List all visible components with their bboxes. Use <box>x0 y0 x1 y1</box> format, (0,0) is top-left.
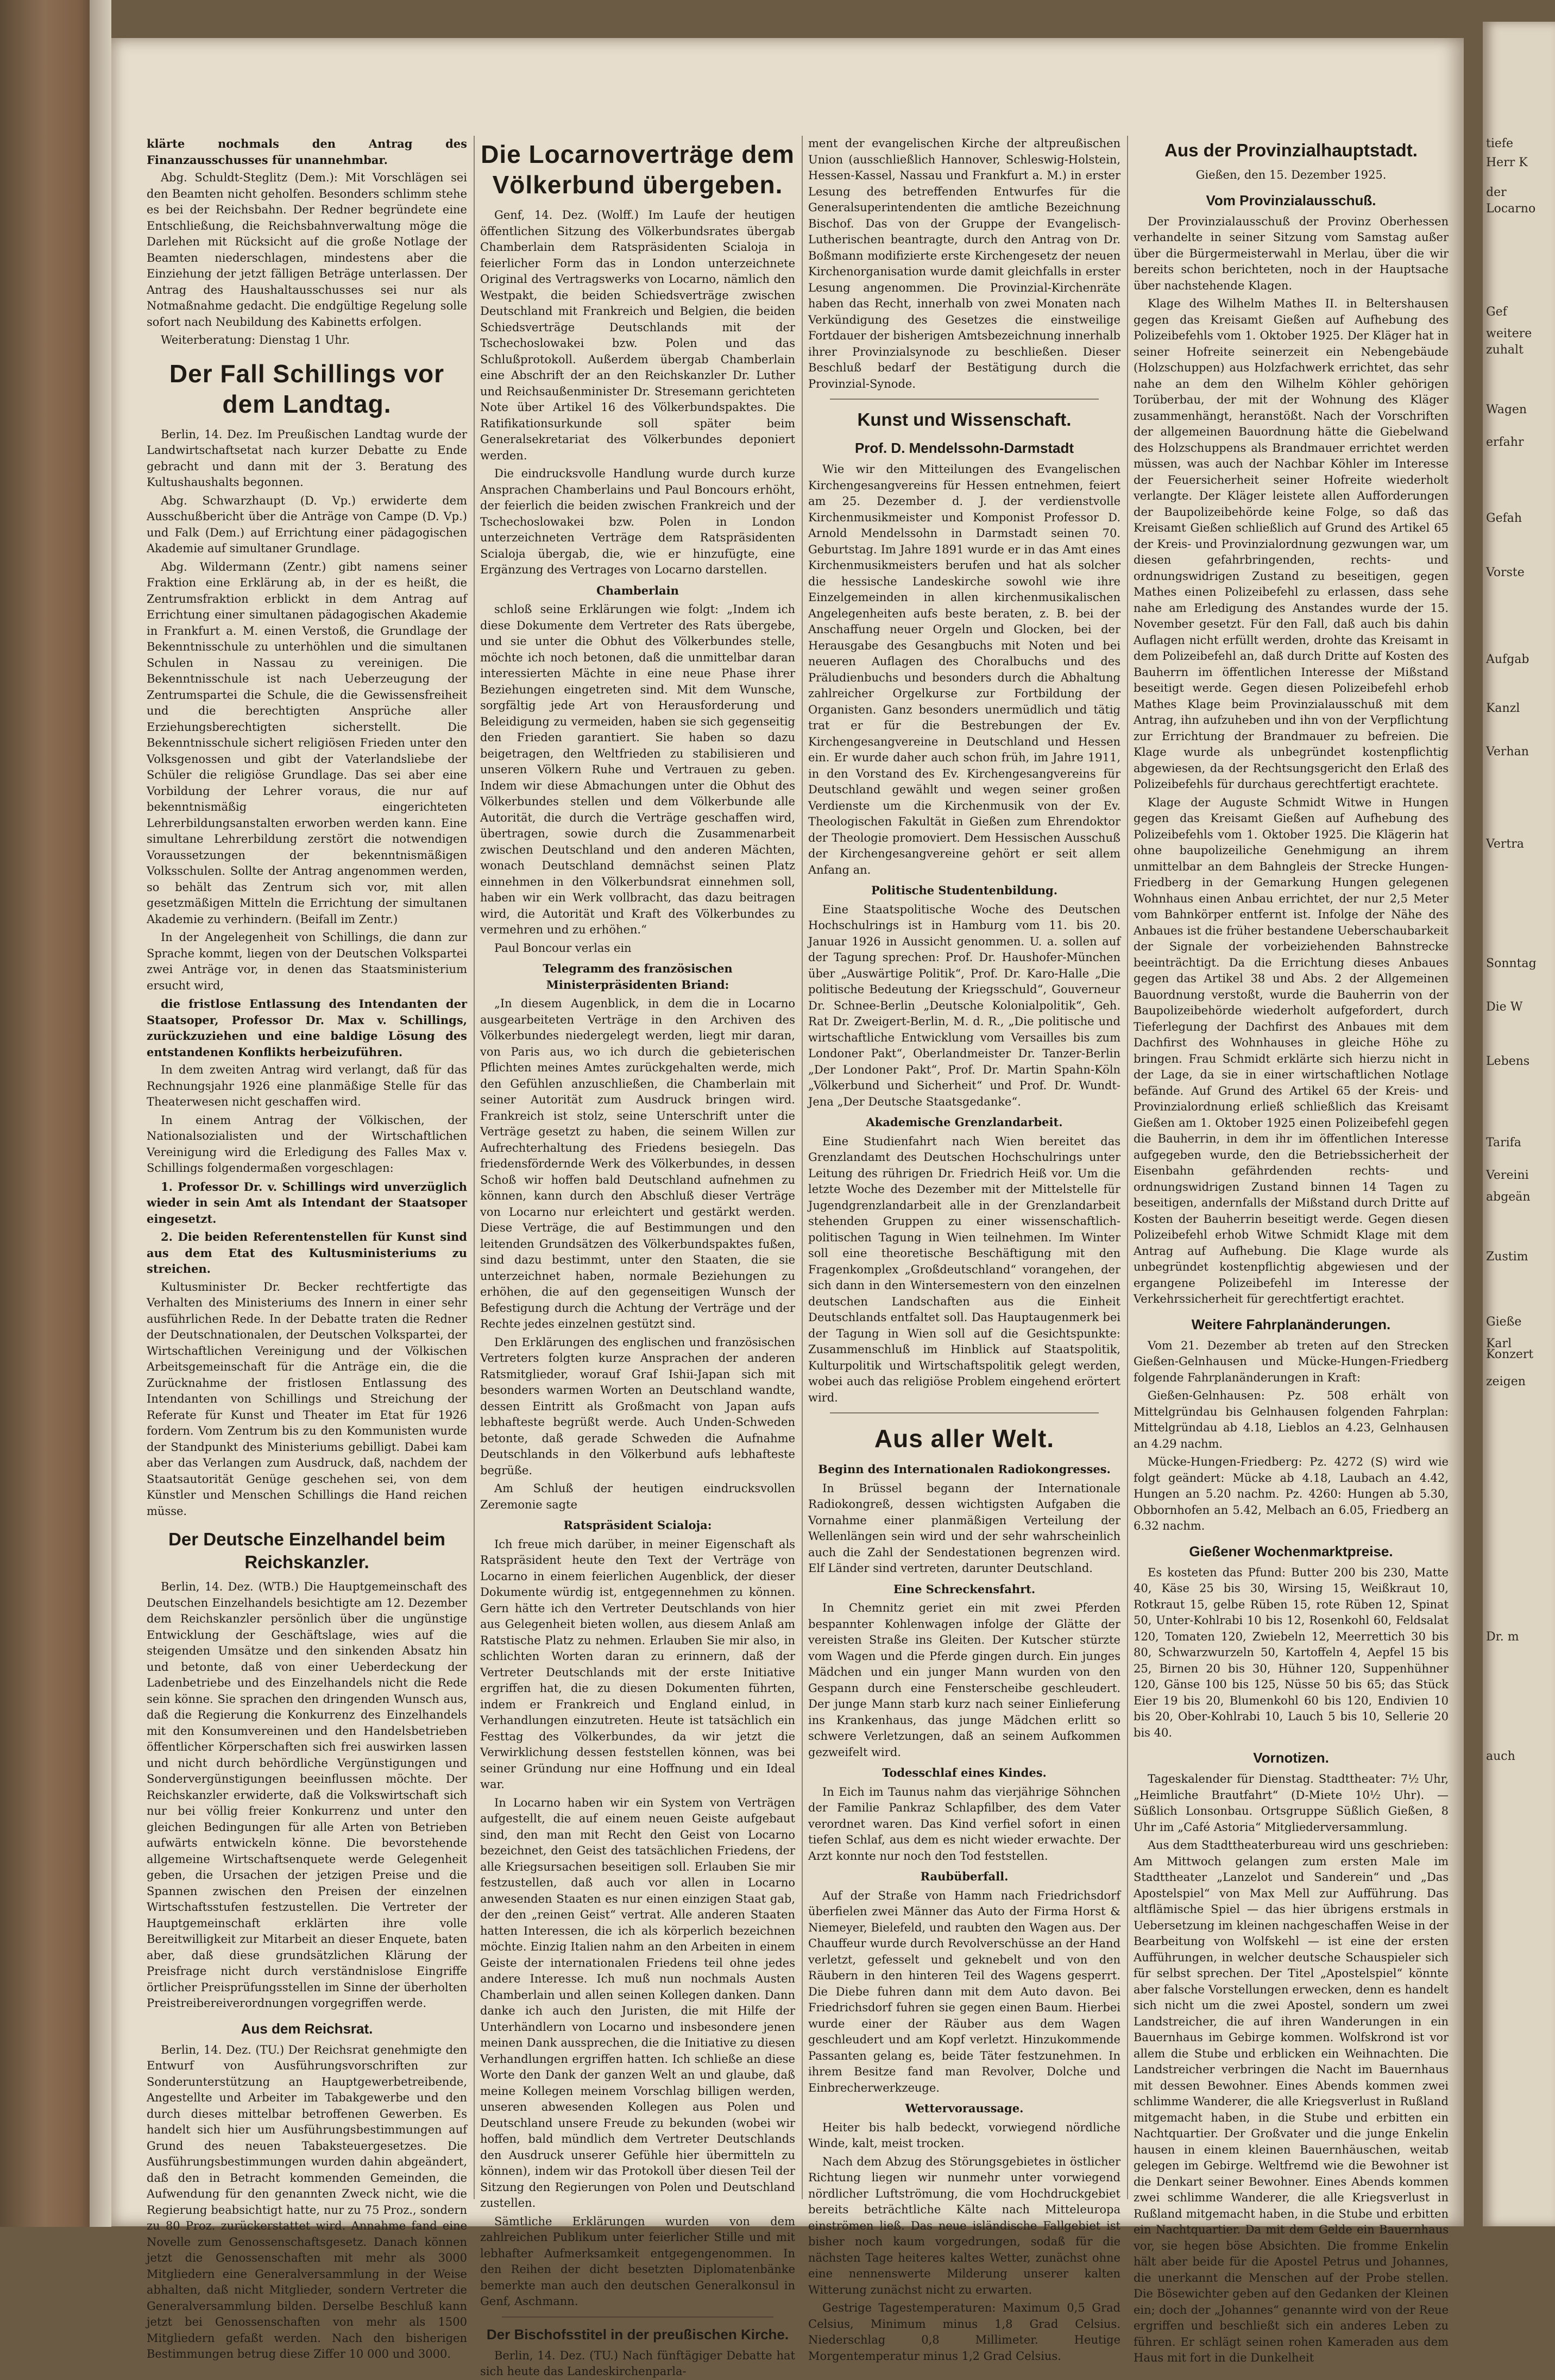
divider <box>830 1412 1099 1413</box>
subheading: Chamberlain <box>596 583 679 597</box>
article-text: 1. Professor Dr. v. Schillings wird unverzüglich wieder in sein Amt als Intendant der Staatsoper eingesetzt. <box>147 1179 467 1226</box>
article-text: In Eich im Taunus nahm das vierjährige Söhnchen der Familie Pankraz Schlapfilber, des dem Vater verordnet waren. Das Kind verfiel sofort in einen tiefen Schlaf, aus dem es nicht wieder erwachte. Der Arzt konnte nur noch den Tod feststellen. <box>808 1785 1120 1863</box>
adjacent-page-fragment: Die W <box>1486 1000 1523 1014</box>
adjacent-page-fragment: Gefah <box>1486 512 1522 525</box>
column-rule <box>802 136 803 2199</box>
article-text: ment der evangelischen Kirche der altpreußischen Union (ausschließlich Hannover, Schleswig-Holstein, Hessen-Kassel, Nassau und Frankfurt a. M.) in erster Lesung des betreffenden Entwurfes für die Generalsuperintendenten die amtliche Bezeichnung Bischof. Das von der Gruppe der Evangelisch-Lutherischen beantragte, durch den Antrag von Dr. Boßmann modifizierte erste Kirchengesetz der neuen Kirchenorganisation wurde damit gleichfalls in erster Lesung angenommen. Die Provinzial-Kirchenräte haben das Recht, innerhalb von zwei Monaten nach Verkündigung des Gesetzes die einstweilige Fortdauer der bisherigen Amtsbezeichnung innerhalb ihrer Provinzialsynode zu beschließen. Dieser Beschluß bedarf der Bestätigung durch die Provinzial-Synode. <box>808 137 1120 390</box>
subheading: Eine Schreckensfahrt. <box>893 1582 1036 1596</box>
column-4 <box>1134 136 1449 2364</box>
headline-reichsrat: Aus dem Reichsrat. <box>241 2020 373 2037</box>
column-2 <box>480 136 795 2378</box>
article-text: Die eindrucksvolle Handlung wurde durch kurze Ansprachen Chamberlains und Paul Boncours erhöht, der feierlich die beiden zwischen Frankreich und der Tschechoslowakei bzw. Polen in London unterzeichneten Verträge dem Ratspräsidenten Scialoja übergab, die, wie er hinzufügte, eine Ergänzung des Vertrages von Locarno darstellen. <box>480 467 795 576</box>
subheading: Politische Studentenbildung. <box>871 883 1058 897</box>
article-text: Berlin, 14. Dez. (WTB.) Die Hauptgemeinschaft des Deutschen Einzelhandels besichtigte am 12. Dezember dem Reichskanzler persönlich über die ungünstige Entwicklung der Geschäftslage, wies auf die steigenden Umsätze und den sinkenden Absatz hin und betonte, daß von einer Ueberdeckung der Ladenbetriebe und des Einzelhandels nicht die Rede sein könne. Sie sprachen den dringenden Wunsch aus, daß die Regierung die Konkurrenz des Einzelhandels mit den Konsumvereinen und den Handelsbetrieben öffentlicher Körperschaften sich frei auswirken lassen und nicht durch behördliche Vergünstigungen und Sondervergünstigungen beeinflussen möchte. Der Reichskanzler erwiderte, daß die Volkswirtschaft sich nur bei völlig freier Konkurrenz und unter den gleichen Bedingungen für alle Arten von Betrieben aufwärts entwickeln könne. Die bevorstehende allgemeine Wirtschaftsenquete werde Gelegenheit geben, die Ursachen der jetzigen Preise und die Spannen zwischen den Preisen der einzelnen Wirtschaftsstufen festzustellen. Die Vertreter der Hauptgemeinschaft erklärten ihre volle Bereitwilligkeit zur Mitarbeit an dieser Enquete, baten aber, daß diese grundsätzlichen Klärung der Preisfrage nicht durch verständnislose Eingriffe örtlicher Preisprüfungsstellen im Sinne der überholten Preistreibereiverordnungen vorgegriffen werde. <box>147 1580 467 2010</box>
article-text: Abg. Schuldt-Steglitz (Dem.): Mit Vorschlägen sei den Beamten nicht geholfen. Besonders schlimm stehe es bei der Reichsbahn. Der Redner begründete eine Entschließung, die Reichsbahnverwaltung möge die Darlehen mit Rücksicht auf die große Notlage der Beamten niederschlagen, mindestens aber die Einziehung der jetzt fälligen Beträge unterlassen. Der Antrag des Haushaltausschusses sei nur als Notmaßnahme gedacht. Die endgültige Regelung solle sofort nach Neubildung des Kabinetts erfolgen. <box>147 171 467 329</box>
adjacent-page-fragment: Kanzl <box>1486 702 1520 715</box>
article-text: Eine Staatspolitische Woche des Deutschen Hochschulrings ist in Hamburg vom 11. bis 20. Januar 1926 in Aussicht genommen. U. a. sollen auf der Tagung sprechen: Prof. Dr. Haushofer-München über „Auswärtige Politik“, Prof. Dr. Karo-Halle „Die politische Bedeutung der Kriegsschuld“, Gouverneur Dr. Schnee-Berlin „Deutsche Kolonialpolitik“, Geh. Rat Dr. Zweigert-Berlin, M. d. R., „Die politische und wirtschaftliche Entwicklung vom Versailles bis zum Londoner Pakt“, Oberlandmeister Dr. Tanzer-Berlin „Der Londoner Pakt“, Prof. Dr. Martin Spahn-Köln „Völkerbund und Sicherheit“ und Prof. Dr. Wundt-Jena „Der Deutsche Staatsgedanke“. <box>808 902 1120 1108</box>
headline-mendelssohn: Prof. D. Mendelssohn-Darmstadt <box>854 440 1074 456</box>
article-text: In einem Antrag der Völkischen, der Nationalsozialisten und der Wirtschaftlichen Vereinigung wird die Erledigung des Falles Max v. Schillings folgendermaßen vorgeschlagen: <box>147 1113 467 1175</box>
adjacent-page-fragment: Vertra <box>1486 837 1524 851</box>
headline-wochenmarkt: Gießener Wochenmarktpreise. <box>1189 1543 1393 1560</box>
article-text: In Locarno haben wir ein System von Verträgen aufgestellt, die auf einem neuen Geiste aufgebaut sind, den man mit Recht den Geist von Locarno bezeichnet, den Geist des tatsächlichen Friedens, der alle Kriegsursachen beseitigen soll. Erlauben Sie mir festzustellen, daß auch vor allen in Locarno anwesenden Staaten es nur einen einzigen Staat gab, der den „reinen Geist“ vertrat. Alle anderen Staaten hatten Interessen, die ich als körperlich bezeichnen möchte. Einzig Italien nahm an den Arbeiten in einem Geiste der internationalen Friedens teil ohne jedes andere Interesse. Ich muß nun nochmals Austen Chamberlain und allen seinen Kollegen danken. Dann danke ich auch den Juristen, die mit Hilfe der Unterhändlern von Locarno und insbesondere jenen meinen Dank aussprechen, die die Initiative zu diesen Verhandlungen ergriffen hatten. Ich schließe an diese Worte den Dank der ganzen Welt an und glaube, daß meine Kollegen meinem Vorschlag billigen werden, unseren abwesenden Kollegen aus Polen und Deutschland unsere Freude zu bekunden (wobei wir hoffen, bald mündlich dem Vertreter Deutschlands den Ausdruck unserer Gefühle hier übermitteln zu können), indem wir das Protokoll über diesen Teil der Sitzung den Regierungen von Polen und Deutschland zustellen. <box>480 1796 795 2209</box>
adjacent-page-fragment: Herr K <box>1486 156 1528 169</box>
headline-kunst: Kunst und Wissenschaft. <box>857 409 1072 430</box>
subheading: Akademische Grenzlandarbeit. <box>866 1115 1063 1129</box>
headline-locarno: Die Locarnoverträge dem Völkerbund übergeben. <box>481 140 795 199</box>
headline-aus-aller-welt: Aus aller Welt. <box>874 1424 1055 1453</box>
article-text: In der Angelegenheit von Schillings, die dann zur Sprache kommt, liegen von der Deutschen Volkspartei zwei Anträge vor, in denen das Staatsministerium ersucht wird, <box>147 931 467 992</box>
adjacent-page-fragment: Aufgab <box>1486 653 1529 666</box>
adjacent-page-fragment: Karl <box>1486 1337 1512 1350</box>
adjacent-page-fragment: Vorste <box>1486 566 1525 579</box>
article-text: Kultusminister Dr. Becker rechtfertigte das Verhalten des Ministeriums des Innern in einer sehr ausführlichen Rede. In der Debatte traten die Redner der Deutschnationalen, der Deutschen Volkspartei, der Wirtschaftlichen Vereinigung und der Völkischen Arbeitsgemeinschaft für die Anträge ein, die die Zurücknahme der fristlosen Entlassung des Intendanten von Schillings und Streichung der Referate für Kunst und Theater im Etat für 1926 fordern. Vom Zentrum bis zu den Kommunisten wurde der Standpunkt des Ministeriums gebilligt. Dabei kam aber das Verlangen zum Ausdruck, daß, nachdem der Staatsautorität Genüge geschehen sei, von dem Künstler und Menschen Schillings die Hand reichen müsse. <box>147 1280 467 1518</box>
adjacent-page-fragment: Dr. m <box>1486 1630 1519 1644</box>
adjacent-page-fragment: zeigen <box>1486 1375 1526 1388</box>
adjacent-page-fragment: tiefe <box>1486 137 1514 150</box>
adjacent-page-fragment: weitere <box>1486 327 1532 340</box>
subheading: Telegramm des französischen Ministerpräsidenten Briand: <box>543 962 733 992</box>
adjacent-page-fragment: Konzert <box>1486 1348 1534 1361</box>
column-1 <box>147 136 467 2360</box>
adjacent-page-fragment: Tarifa <box>1486 1136 1521 1150</box>
article-text: Auf der Straße von Hamm nach Friedrichsdorf überfielen zwei Männer das Auto der Firma Horst & Niemeyer, Bielefeld, und raubten den Wagen aus. Der Chauffeur wurde durch Revolverschüsse an der Hand verletzt, gefesselt und geknebelt und von den Räubern in den hinteren Teil des Wagens gesperrt. Die Diebe fuhren dann mit dem Auto davon. Bei Friedrichsdorf fuhren sie gegen einen Baum. Hierbei wurde einer der Räuber aus dem Wagen geschleudert und am Kopf verletzt. Hinzukommende Passanten gelang es, beide Täter festzunehmen. In ihrem Besitze fand man Revolver, Dolche und Einbrecherwerkzeuge. <box>808 1889 1120 2094</box>
adjacent-page-fragment: erfahr <box>1486 435 1524 449</box>
article-text: Tageskalender für Dienstag. Stadttheater: 7½ Uhr, „Heimliche Brautfahrt“ (D-Miete 10½ Uhr). — Süßlich Lonsonbau. Ortsgruppe Süßlich Gießen, 8 Uhr im „Café Astoria“ Mitgliederversammlung. <box>1134 1772 1449 1834</box>
article-text: Klage des Wilhelm Mathes II. in Beltershausen gegen das Kreisamt Gießen auf Aufhebung des Polizeibefehls vom 1. Oktober 1925. Der Kläger hat in seiner Hofreite seinerzeit ein Nebengebäude (Holzschuppen) aus Holzfachwerk errichtet, das sehr nahe an dem den Wilhelm Köhler gehörigen Torüberbau, der mit der Wohnung des Kläger zusammenhängt, heranstößt. Nach der Vorschriften der allgemeinen Bauordnung hätte die Giebelwand des Holzschuppens als Brandmauer errichtet werden müssen, was auch der Nachbar Köhler im Interesse der Feuersicherheit seiner Hofreite wiederholt verlangte. Der Kläger leistete allen Aufforderungen der Baupolizeibehörde keine Folge, so daß das Kreisamt Gießen schließlich auf Grund des Artikel 65 der Kreis- und Provinzialordnung gezwungen war, um diesen gefahrbringenden, rechts- und ordnungswidrigen Zustand zu beseitigen, gegen Mathes einen Polizeibefehl zu erlassen, dass sehe nahe am Erledigung des Anstandes wurde der 15. November gesetzt. Für den Fall, daß auch bis dahin Auflagen nicht erfüllt werden, drohte das Kreisamt in dem Polizeibefehl an, daß durch Dritte auf Kosten des Bauherrn im öffentlichen Interesse der Mißstand beseitigt werde. Gegen diesen Polizeibefehl erhob Mathes Klage beim Provinzialausschuß mit dem Antrag, ihn aufzuheben und ihn von der Verpflichtung zur Errichtung der Brandmauer zu befreien. Die Klage wurde als unbegründet kostenpflichtig abgewiesen, da der Rechtsungsgericht den Erlaß des Polizeibefehls für durchaus gerechtfertigt erachtete. <box>1134 297 1449 791</box>
article-text: Weiterberatung: Dienstag 1 Uhr. <box>161 333 350 346</box>
article-text: Aus dem Stadttheaterbureau wird uns geschrieben: Am Mittwoch gelangen zum ersten Male im Stadttheater „Lanzelot und Sanderein“ und „Das Apostelspiel“ von Max Mell zur Aufführung. Das altflämische Spiel — das hier übrigens erstmals in Uebersetzung im kleinen nachgeschaffen Weise in der Bearbeitung von Wolfskehl — ist eine der ersten Aufführungen, in welcher deutsche Schauspieler sich für selbst sprechen. Der Titel „Apostelspiel“ könnte aber falsche Vorstellungen erwecken, denn es handelt sich nicht um die zwei Apostel, sondern um zwei Landstreicher, die auf ihren Wanderungen in ein Bauernhaus im Gebirge kommen. Wolfskrond ist vor allem die Stube und erblicken ein Weihnachten. Die Landstreicher verbringen die Nacht im Bauernhaus mit dessen Bewohner. Eines Abends kommen zwei schlimme Wanderer, die alle Kriegsverlust in Rußland mitgemacht haben, in die Stube und erbitten ein Nachtquartier. Der Großvater und die junge Enkelin hausen in einem kleinen Bauernhäuschen, weitab gelegen im Gebirge. Weltfremd wie die Bewohner ist die Denkart seiner Bewohner. Eines Abends kommen zwei schlimme Wanderer, die alle Kriegsverlust in Rußland mitgemacht haben, in die Stube und erbitten ein Nachtquartier. Da mit dem Gelde ein Bauernhaus vor, sie hegen böse Absichten. Die fromme Enkelin hält aber beide für die Apostel Petrus und Johannes, die unerkannt die Menschen auf der Probe stellen. Die Bösewichter geben auf den Gedanken der Kleinen ein; doch der „Johannes“ genannte wird von der Reue ergriffen und beschließt sich ein anderes Leben zu führen. Er schlägt seinen rohen Kameraden aus dem Haus mit fort in die Dunkelheit <box>1134 1839 1449 2364</box>
adjacent-page-fragment: auch <box>1486 1750 1515 1763</box>
adjacent-page-fragment: Verhan <box>1486 745 1529 759</box>
article-text: Paul Boncour verlas ein <box>494 941 632 955</box>
adjacent-page-fragment: Vereini <box>1486 1169 1529 1182</box>
article-text: die fristlose Entlassung des Intendanten der Staatsoper, Professor Dr. Max v. Schillings, zurückzuziehen und eine baldige Lösung des entstandenen Konflikts herbeizuführen. <box>147 997 467 1059</box>
article-text: Berlin, 14. Dez. (TU.) Nach fünftägiger Debatte hat sich heute das Landeskirchenparla- <box>480 2349 795 2378</box>
subheading: Wettervoraussage. <box>905 2101 1024 2115</box>
article-text: Sämtliche Erklärungen wurden von dem zahlreichen Publikum unter feierlicher Stille und mit lebhafter Aufmerksamkeit entgegengenommen. In den Reihen der dicht besetzten Diplomatenbänke bemerkte man auch den deutschen Generalkonsul in Genf, Aschmann. <box>480 2214 795 2308</box>
article-text: In Chemnitz geriet ein mit zwei Pferden bespannter Kohlenwagen infolge der Glätte der vereisten Straße ins Gleiten. Der Kutscher stürzte vom Wagen und die Pferde gingen durch. Ein junges Mädchen und ein junger Mann wurden von den Gespann durch eine Fensterscheibe geschleudert. Der junge Mann starb kurz nach seiner Einlieferung ins Krankenhaus, das junge Mädchen erlitt so schwere Verletzungen, daß an seinem Aufkommen gezweifelt wird. <box>808 1601 1120 1759</box>
article-text: Gestrige Tagestemperaturen: Maximum 0,5 Grad Celsius, Minimum minus 1,8 Grad Celsius. Niederschlag 0,8 Millimeter. Heutige Morgentemperatur minus 1,2 Grad Celsius. <box>808 2301 1120 2363</box>
adjacent-page <box>1483 22 1555 2226</box>
headline-provinzialausschuss: Vom Provinzialausschuß. <box>1206 192 1376 209</box>
adjacent-page-fragment: Wagen <box>1486 403 1527 416</box>
article-text: Am Schluß der heutigen eindrucksvollen Zeremonie sagte <box>480 1482 795 1511</box>
headline-bischof: Der Bischofsstitel in der preußischen Kirche. <box>486 2326 789 2343</box>
adjacent-page-fragment: Sonntag <box>1486 957 1537 970</box>
adjacent-page-fragment: Gef <box>1486 305 1507 319</box>
article-text: 2. Die beiden Referentenstellen für Kunst sind aus dem Etat des Kultusministeriums zu streichen. <box>147 1230 467 1276</box>
article-text: Berlin, 14. Dez. (TU.) Der Reichsrat genehmigte den Entwurf von Ausführungsvorschriften zur Sonderunterstützung an Hauptgewerbetreibende, Angestellte und Arbeiter im Tabakgewerbe und den durch dieses mittelbar betroffenen Gewerben. Es handelt sich hier um Ausführungsbestimmungen auf Grund des neuen Tabaksteuergesetzes. Die Ausführungsbestimmungen wurden dahin abgeändert, daß den in Betracht kommenden Gemeinden, die Aufwendung für den genannten Zweck nicht, wie die Regierung beabsichtigt hatte, nur zu 75 Proz., sondern zu 80 Proz. zurückerstattet wird. Annahme fand eine Novelle zum Genossenschaftsgesetz. Danach können jetzt die Genossenschaften mit mehr als 3000 Mitgliedern eine Generalversammlung in der Weise abhalten, daß nicht Mitglieder, sondern Vertreter die Generalversammlung bilden. Derselbe Beschluß kann jetzt bei Genossenschaften von mehr als 1500 Mitgliedern gefaßt werden. Nach den bisherigen Bestimmungen betrug diese Ziffer 10 000 und 3000. <box>147 2043 467 2360</box>
article-text: Den Erklärungen des englischen und französischen Vertreters folgten kurze Ansprachen der anderen Ratsmitglieder, worauf Graf Ishii-Japan sich mit besonders warmen Worten an Deutschland wandte, dessen Eintritt als Großmacht von Japan aufs lebhafteste begrüßt werde. Auch Unden-Schweden betonte, daß gerade Schweden die Aufnahme Deutschlands in den Völkerbund aufs lebhafteste begrüße. <box>480 1335 795 1477</box>
headline-fahrplan: Weitere Fahrplanänderungen. <box>1191 1316 1391 1333</box>
article-text: Abg. Schwarzhaupt (D. Vp.) erwiderte dem Ausschußbericht über die Anträge von Campe (D. Vp.) und Falk (Dem.) auf Errichtung einer pädagogischen Akademie auf simultaner Grundlage. <box>147 494 467 555</box>
adjacent-page-fragment: der <box>1486 186 1507 199</box>
adjacent-page-fragment: Locarno <box>1486 202 1536 216</box>
page-edge <box>90 0 111 2227</box>
column-rule <box>474 136 475 2199</box>
article-text: In dem zweiten Antrag wird verlangt, daß für das Rechnungsjahr 1926 eine planmäßige Stelle für das Theaterwesen nicht geschaffen wird. <box>147 1063 467 1108</box>
column-3 <box>808 136 1120 2363</box>
article-text: Wie wir den Mitteilungen des Evangelischen Kirchengesangvereins für Hessen entnehmen, feiert am 25. Dezember d. J. der verdienstvolle Kirchenmusikmeister und Komponist Professor D. Arnold Mendelssohn in Darmstadt seinen 70. Geburtstag. Im Jahre 1891 wurde er in das Amt eines Kirchenmusikmeisters berufen und hat als solcher die hessische Landeskirche sowohl wie ihre Einzelgemeinden in allen kirchenmusikalischen Angelegenheiten aufs beste beraten, z. B. bei der Anschaffung neuer Orgeln und Glocken, bei der Herausgabe des Gesangbuchs mit Noten und bei neueren Auflagen des Choralbuchs und des Präludienbuchs und besonders durch die Abhaltung zahlreicher Orgelkurse zur Fortbildung der Organisten. Ganz besonders unermüdlich und tätig trat er für die Bestrebungen der Ev. Kirchengesangvereine in Deutschland und Hessen ein. Er wurde daher auch schon früh, im Jahre 1911, in den Vorstand des Ev. Kirchengesangvereins für Deutschland gewählt und wegen seiner großen Verdienste um die Kirchenmusik von der Ev. Theologischen Fakultät in Gießen zum Ehrendoktor der Theologie promoviert. Dem Hessischen Ausschuß der Kirchengesangvereine gehört er seit allem Anfang an. <box>808 463 1120 876</box>
article-text: Heiter bis halb bedeckt, vorwiegend nördliche Winde, kalt, meist trocken. <box>808 2120 1120 2150</box>
divider <box>830 399 1099 400</box>
article-text: Genf, 14. Dez. (Wolff.) Im Laufe der heutigen öffentlichen Sitzung des Völkerbundsrates übergab Chamberlain dem Ratspräsidenten Scialoja in feierlicher Form das in London unterzeichnete Original des Vertragswerks von Locarno, nämlich den Westpakt, die beiden Schiedsverträge zwischen Deutschland mit Frankreich und Belgien, die beiden Schiedsverträge Deutschlands mit der Tschechoslowakei bzw. Polen und das Schlußprotokoll. Außerdem übergab Chamberlain eine Abschrift der an den Reichskanzler Dr. Luther und Reichsaußenminister Dr. Stresemann gerichteten Note über Artikel 16 des Völkerbundspaktes. Die Ratifikationsurkunde soll später beim Generalsekretariat des Völkerbundes deponiert werden. <box>480 209 795 462</box>
article-text: Vom 21. Dezember ab treten auf den Strecken Gießen-Gelnhausen und Mücke-Hungen-Friedberg folgende Fahrplanänderungen in Kraft: <box>1134 1339 1449 1384</box>
article-text: Klage der Auguste Schmidt Witwe in Hungen gegen das Kreisamt Gießen auf Aufhebung des Polizeibefehls vom 1. Oktober 1925. Die Klägerin hat ohne baupolizeiliche Genehmigung an ihrem unmittelbar an dem Bahngleis der Strecke Hungen-Friedberg in der Gemarkung Hungen gelegenen Wohnhaus einen Anbau errichtet, der nur 2,5 Meter vom Bahnkörper entfernt ist. Infolge der Nähe des Anbaues ist die früher bestandene Ueberschaubarkeit der Signale der vorbeiziehenden Bahnstrecke beeinträchtigt. Da die Errichtung dieses Anbaues gegen das Artikel 38 und Abs. 2 der Allgemeinen Bauordnung verstoßt, wurde die Bauherrin von der Baupolizeibehörde wiederholt aufgefordert, durch Tieferlegung der Dachfirst des Anbaues mit dem Dachfirst des Wohnhauses in gleiche Höhe zu bringen. Frau Schmidt erklärte sich hierzu nicht in der Lage, da sie in einer wirtschaftlichen Notlage befände. Auf Grund des Artikel 65 der Kreis- und Provinzialordnung erließ schließlich das Kreisamt Gießen am 1. Oktober 1925 einen Polizeibefehl gegen die Bauherrin, in dem ihr im öffentlichen Interesse aufgegeben wurde, den die Betriebssicherheit der Eisenbahn gefährdenden rechts- und ordnungswidrigen Zustand binnen 14 Tagen zu beseitigen, andernfalls der Mißstand durch Dritte auf Kosten der Bauherrin beseitigt werde. Gegen diesen Polizeibefehl erhob Witwe Schmidt Klage mit dem Antrag auf Aufhebung. Die Klage wurde als unbegründet kostenpflichtig abgewiesen und der ergangene Polizeibefehl im Interesse der Verkehrssicherheit für gerechtfertigt erachtet. <box>1134 796 1449 1305</box>
article-text: Gießen-Gelnhausen: Pz. 508 erhält von Mittelgründau bis Gelnhausen folgenden Fahrplan: Mittelgründau ab 4.18, Lieblos an 4.23, Gelnhausen an 4.29 nachm. <box>1134 1389 1449 1450</box>
headline-schillings: Der Fall Schillings vor dem Landtag. <box>169 359 445 418</box>
article-text: klärte nochmals den Antrag des Finanzausschusses für unannehmbar. <box>147 137 467 167</box>
adjacent-page-fragment: zuhalt <box>1486 343 1523 357</box>
divider <box>502 2316 773 2318</box>
article-text: Es kosteten das Pfund: Butter 200 bis 230, Matte 40, Käse 25 bis 30, Wirsing 15, Weißkraut 10, Rotkraut 15, gelbe Rüben 15, rote Rüben 12, Spinat 50, Unter-Kohlrabi 10 bis 12, Rosenkohl 60, Feldsalat 120, Tomaten 120, Zwiebeln 12, Meerrettich 30 bis 80, Schwarzwurzeln 50, Kartoffeln 4, Aepfel 15 bis 25, Birnen 20 bis 30, Hühner 120, Suppenhühner 120, Gänse 100 bis 125, Nüsse 50 bis 65; das Stück Eier 19 bis 20, Blumenkohl 60 bis 120, Endivien 10 bis 20, Ober-Kohlrabi 10, Lauch 5 bis 10, Sellerie 20 bis 40. <box>1134 1565 1449 1739</box>
subheading: Ratspräsident Scialoja: <box>563 1518 712 1532</box>
article-text: Ich freue mich darüber, in meiner Eigenschaft als Ratspräsident heute den Text der Verträge von Locarno in einem feierlichen Augenblick, der dieser Dokumente würdig ist, entgegennehmen zu können. Gern hätte ich den Vertreter Deutschlands von hier aus Gelegenheit bieten wollen, aus diesem Anlaß am Ratstische Platz zu nehmen. Erlauben Sie mir also, in schlichten Worten daran zu erinnern, daß der Vertreter Deutschlands mit der erste Initiative ergriffen hat, die zu diesen Dokumenten führten, indem er Frankreich und England einlud, in Verhandlungen einzutreten. Heute ist tatsächlich ein Festtag des Völkerbundes, da wir jetzt die Verwirklichung dessen feststellen können, was bei seiner Gründung nur eine Hoffnung und ein Ideal war. <box>480 1537 795 1791</box>
article-text: Abg. Wildermann (Zentr.) gibt namens seiner Fraktion eine Erklärung ab, in der es heißt, die Zentrumsfraktion erblickt in dem Antrag auf Errichtung einer simultanen pädagogischen Akademie in Frankfurt a. M. einen Verstoß, die Grundlage der Bekenntnisschule zu unterhöhlen und die simultanen Schulen in Nassau zu vereinigen. Die Bekenntnisschule ist nach Ueberzeugung der Zentrumspartei die Schule, die die Gewissensfreiheit und die berechtigten Ansprüche aller Erziehungsberechtigten sicherstellt. Die Bekenntnisschule sichert religiösen Frieden unter den Volksgenossen und gibt der Vaterlandsliebe der Schüler die religiöse Grundlage. Das sei aber eine Vorbildung der Lehrer voraus, die nur auf bekenntnismäßig eingerichteten Lehrerbildungsanstalten erworben werden kann. Eine simultane Lehrerbildung zerstört die notwendigen Voraussetzungen der bekenntnismäßigen Volksschulen. Sollte der Antrag angenommen werden, so behält das Zentrum sich vor, mit allen gesetzmäßigen Mitteln die Errichtung der simultanen Akademie zu verhindern. (Beifall im Zentr.) <box>147 560 467 926</box>
adjacent-page-fragment: Zustim <box>1486 1250 1528 1264</box>
article-text: Eine Studienfahrt nach Wien bereitet das Grenzlandamt des Deutschen Hochschulrings unter Leitung des rührigen Dr. Friedrich Heiß vor. Um die letzte Woche des Dezember mit der Mittelstelle für Jugendgrenzlandarbeit alle in der Grenzlandarbeit stehenden Gruppen zu einer wissenschaftlich-politischen Tagung in Wien teilnehmen. Im Winter soll eine theoretische Beschäftigung mit den Fragenkomplex „Großdeutschland“ vorangehen, der sich dann in den Wintersemestern von den einzelnen deutschen Landschaften aus die Einheit Deutschlands entfaltet soll. Das Hauptaugenmerk bei der Tagung in Wien soll auf die Gesichtspunkte: Zusammenschluß im Hinblick auf Staatspolitik, Kulturpolitik und Wirtschaftspolitik gelegt werden, wobei auch das religiöse Problem eingehend erörtert wird. <box>808 1134 1120 1404</box>
article-text: Berlin, 14. Dez. Im Preußischen Landtag wurde der Landwirtschaftsetat nach kurzer Debatte zu Ende gebracht und dann mit der 3. Beratung des Kultushaushalts begonnen. <box>147 427 467 489</box>
article-text: Mücke-Hungen-Friedberg: Pz. 4272 (S) wird wie folgt geändert: Mücke ab 4.18, Laubach an 4.42, Hungen an 5.20 nachm. Pz. 4260: Hungen ab 5.30, Obbornhofen an 5.42, Melbach an 6.05, Friedberg an 6.32 nachm. <box>1134 1455 1449 1532</box>
subheading: Todesschlaf eines Kindes. <box>882 1766 1047 1779</box>
headline-einzelhandel: Der Deutsche Einzelhandel beim Reichskanzler. <box>168 1529 445 1572</box>
subheading: Beginn des Internationalen Radiokongresses. <box>818 1462 1111 1476</box>
adjacent-page-fragment: Gieße <box>1486 1315 1522 1329</box>
adjacent-page-fragment: abgeän <box>1486 1190 1531 1204</box>
column-rule <box>1127 136 1128 2199</box>
article-text: „In diesem Augenblick, in dem die in Locarno ausgearbeiteten Verträge in den Archiven des Völkerbundes niedergelegt werden, liegt mir daran, von Paris aus, wo ich durch die gebieterischen Pflichten meines Amtes zurückgehalten werde, mich den Gefühlen anzuschließen, die Chamberlain mit seiner Autorität zum Ausdruck bringen wird. Frankreich ist stolz, seine Unterschrift unter die Verträge gesetzt zu haben, die seinem Willen zur Aufrechterhaltung des Friedens besiegeln. Das friedensfördernde Werk des Völkerbundes, in dessen Schoß wir hoffen bald Deutschland aufnehmen zu können, kann durch den Abschluß dieser Verträge von Locarno nur erleichtert und gestärkt werden. Diese Verträge, die auf Bestimmungen und den leitenden Grundsätzen des Völkerbundspaktes fußen, sind dazu bestimmt, unter den Staaten, die sie unterzeichnet haben, normale Beziehungen zu erhöhen, die auf den gegenseitigen Wunsch der Befestigung durch die Achtung der Verträge und der Rechte jedes einzelnen gestützt sind. <box>480 997 795 1330</box>
article-text: schloß seine Erklärungen wie folgt: „Indem ich diese Dokumente dem Vertreter des Rats übergebe, und sie unter die Obhut des Völkerbundes stelle, möchte ich noch betonen, daß die unmittelbar daran interessierten Mächte in eine neue Phase ihrer Beziehungen eingetreten sind. Mit dem Wunsche, sorgfältig jede Art von Herausforderung und Beleidigung zu vermeiden, haben sie sich gegenseitig den Frieden garantiert. Sie haben so dazu beigetragen, den Weltfrieden zu stabilisieren und unseren Völkern Ruhe und Vertrauen zu geben. Indem wir diese Abmachungen unter die Obhut des Völkerbundes stellen und dem Völkerbunde alle Autorität, die durch die Verträge geschaffen wird, übertragen, sowie durch die Zusammenarbeit zwischen Deutschland und den anderen Mächten, wonach Deutschland demnächst seinen Platz einnehmen in den Völkerbundsrat einnehmen soll, haben wir ein Werk vollbracht, das dazu beitragen wird, die Autorität und Kraft des Völkerbundes zu vermehren und zu erhöhen.“ <box>480 603 795 936</box>
dateline: Gießen, den 15. Dezember 1925. <box>1195 168 1387 181</box>
headline-vornotizen: Vornotizen. <box>1253 1750 1329 1766</box>
article-text: In Brüssel begann der Internationale Radiokongreß, dessen wichtigsten Aufgaben die Vornahme einer planmäßigen Verteilung der Wellenlängen sein wird und der sehr wahrscheinlich auch die Zahl der Sendestationen begrenzen wird. Elf Länder sind vertreten, darunter Deutschland. <box>808 1481 1120 1575</box>
article-text: Nach dem Abzug des Störungsgebietes in östlicher Richtung liegen wir nunmehr unter vorwiegend nördlicher Luftströmung, die vom Hochdruckgebiet bereits beträchtliche Kälte nach Mitteleuropa einströmen ließ. Das neue isländische Fallgebiet ist bisher noch kaum vorgedrungen, sodaß für die nächsten Tage heiteres kaltes Wetter, zunächst ohne eine nennenswerte Milderung unserer kalten Witterung zunächst nicht zu erwarten. <box>808 2155 1120 2296</box>
article-text: Der Provinzialausschuß der Provinz Oberhessen verhandelte in seiner Sitzung vom Samstag außer über die Bürgermeisterwahl in Merlau, über die wir bereits schon berichteten, noch in der Hauptsache über nachstehende Klagen. <box>1134 214 1449 292</box>
subheading: Raubüberfall. <box>920 1870 1009 1883</box>
adjacent-page-fragment: Lebens <box>1486 1055 1530 1068</box>
headline-provinzialhauptstadt: Aus der Provinzialhauptstadt. <box>1164 140 1418 160</box>
